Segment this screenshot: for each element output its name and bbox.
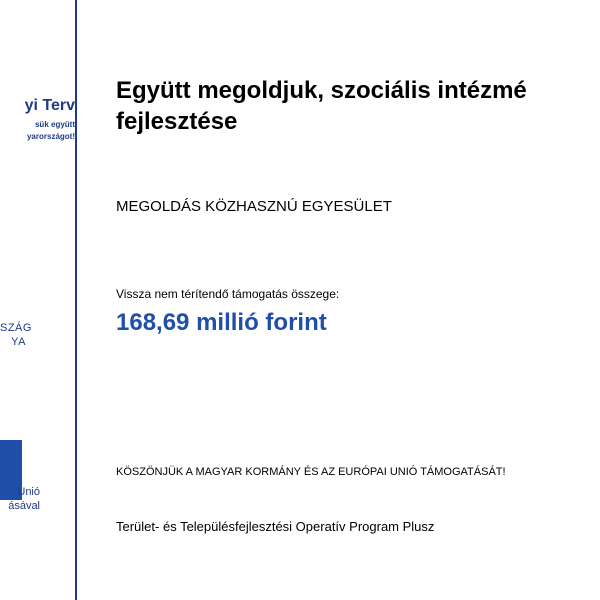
eu-text-line-1: Unió [17,486,40,498]
support-amount: 168,69 millió forint [116,309,327,336]
main-content [116,0,600,600]
thanks-text: KÖSZÖNJÜK A MAGYAR KORMÁNY ÉS AZ EURÓPAI UNIÓ TÁMOGATÁSÁT! [116,466,506,478]
government-text-line-2: YA [11,336,26,348]
beneficiary-name: MEGOLDÁS KÖZHASZNÚ EGYESÜLET [116,198,392,215]
plan-tagline [0,119,75,143]
plan-title: yi Terv [24,97,75,114]
eu-logo-text [0,485,40,513]
program-name: Terület- és Településfejlesztési Operatív Program Plusz [116,519,435,534]
plan-tagline-line-2: yarországot! [26,132,75,141]
project-title-line-1: Együtt megoldjuk, szociális intézmé [116,77,527,104]
eu-text-line-2: ásával [8,500,40,512]
vertical-divider [75,0,77,600]
government-logo-text [0,321,32,349]
plan-tagline-line-1: sük együtt [34,120,75,129]
support-label: Vissza nem térítendő támogatás összege: [116,287,340,301]
sidebar [0,0,75,600]
project-title [116,75,600,137]
government-text-line-1: SZÁG [0,322,32,334]
project-title-line-2: fejlesztése [116,108,238,135]
